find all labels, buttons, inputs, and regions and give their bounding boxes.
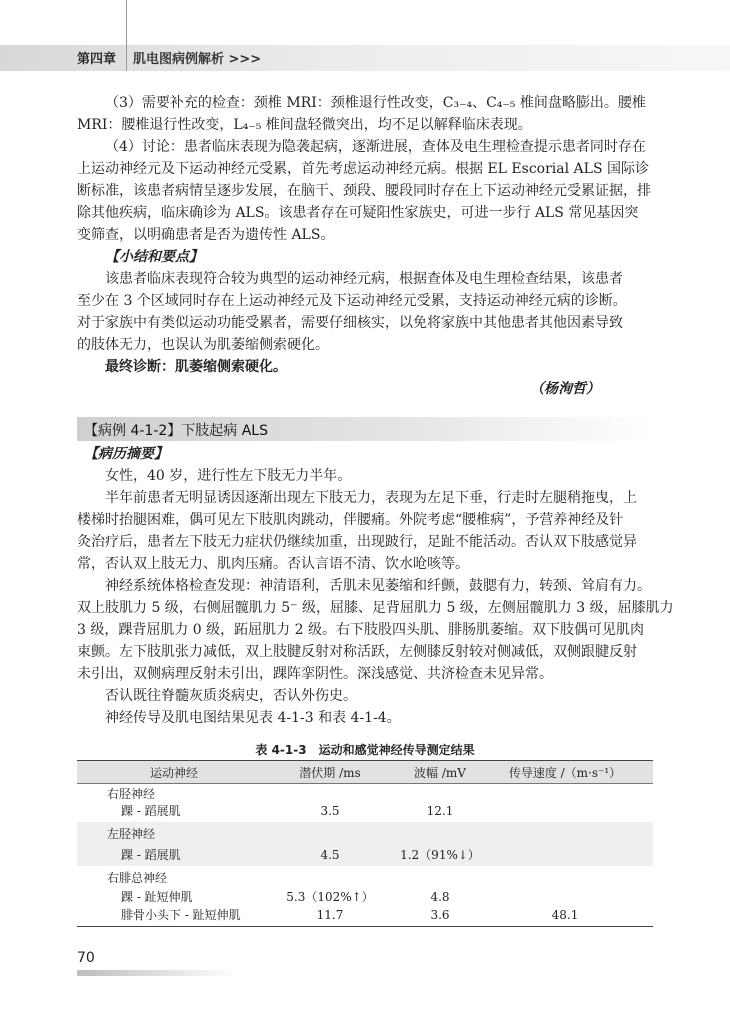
table-cell-amplitude: 3.6 bbox=[430, 908, 450, 922]
table-header-amplitude: 波幅 /mV bbox=[414, 766, 466, 780]
table-row-site: 踝 - 蹈展肌 bbox=[121, 804, 181, 818]
paragraph-4-line-5: 变筛查，以明确患者是否为遗传性 ALS。 bbox=[77, 227, 335, 243]
case-line-4: 灸治疗后，患者左下肢无力症状仍继续加重，出现跛行，足趾不能活动。否认双下肢感觉异 bbox=[77, 534, 637, 550]
table-header-latency: 潜伏期 /ms bbox=[299, 766, 361, 780]
summary-line-1: 该患者临床表现符合较为典型的运动神经元病，根据查体及电生理检查结果，该患者 bbox=[105, 271, 623, 287]
summary-heading: 【小结和要点】 bbox=[105, 249, 203, 265]
paragraph-4-line-2: 上运动神经元及下运动神经元受累，首先考虑运动神经元病。根据 EL Escorial ALS 国际诊 bbox=[77, 161, 649, 177]
table-cell-amplitude: 1.2（91%↓） bbox=[400, 848, 480, 862]
case-line-5: 常，否认双上肢无力、肌肉压痛。否认言语不清、饮水呛咳等。 bbox=[77, 556, 469, 572]
table-row-site: 踝 - 趾短伸肌 bbox=[121, 890, 193, 904]
case-line-9: 束颤。左下肢肌张力减低，双上肢腱反射对称活跃，左侧膝反射较对侧减低，双侧跟腱反射 bbox=[77, 644, 637, 660]
case-title: 【病例 4-1-2】下肢起病 ALS bbox=[84, 423, 268, 439]
table-cell-latency: 3.5 bbox=[320, 804, 340, 818]
case-line-8: 3 级，踝背屈肌力 0 级，跖屈肌力 2 级。右下肢股四头肌、腓肠肌萎缩。双下肢偶可见肌肉 bbox=[77, 622, 644, 638]
case-line-11: 否认既往脊髓灰质炎病史，否认外伤史。 bbox=[105, 688, 357, 704]
paragraph-4-line-3: 断标准，该患者病情呈逐步发展，在脑干、颈段、腰段同时存在上下运动神经元受累证据，排 bbox=[77, 183, 651, 199]
author: （杨洵哲） bbox=[530, 381, 600, 397]
header-divider bbox=[126, 0, 127, 71]
table-cell-amplitude: 12.1 bbox=[426, 804, 454, 818]
case-line-1: 女性，40 岁，进行性左下肢无力半年。 bbox=[105, 468, 352, 484]
paragraph-4-line-4: 除其他疾病，临床确诊为 ALS。该患者存在可疑阳性家族史，可进一步行 ALS 常见基因突 bbox=[77, 205, 639, 221]
page-number-bar bbox=[77, 970, 237, 976]
chapter-label: 第四章 bbox=[77, 52, 117, 67]
table-cell-amplitude: 4.8 bbox=[430, 890, 450, 904]
table-cell-latency: 5.3（102%↑） bbox=[286, 890, 374, 904]
history-heading: 【病历摘要】 bbox=[84, 446, 168, 462]
summary-line-3: 对于家族中有类似运动功能受累者，需要仔细核实，以免将家族中其他患者其他因素导致 bbox=[77, 315, 623, 331]
paragraph-3-line-1: （3）需要补充的检查：颈椎 MRI：颈椎退行性改变，C₃₋₄、C₄₋₅ 椎间盘略膨出。腰椎 bbox=[105, 95, 646, 111]
case-line-12: 神经传导及肌电图结果见表 4-1-3 和表 4-1-4。 bbox=[105, 710, 401, 726]
table-cell-velocity: 48.1 bbox=[551, 908, 579, 922]
table-row-site: 踝 - 蹈展肌 bbox=[121, 848, 181, 862]
table-header-nerve: 运动神经 bbox=[150, 766, 199, 780]
table-group-nerve: 左胫神经 bbox=[107, 827, 156, 841]
page-number: 70 bbox=[77, 950, 95, 966]
paragraph-4-line-1: （4）讨论：患者临床表现为隐袭起病，逐渐进展，查体及电生理检查提示患者同时存在 bbox=[105, 139, 646, 155]
table-header-velocity: 传导速度 /（m·s⁻¹） bbox=[508, 766, 622, 780]
paragraph-3-line-2: MRI：腰椎退行性改变，L₄₋₅ 椎间盘轻微突出，均不足以解释临床表现。 bbox=[77, 117, 532, 133]
table-cell-latency: 11.7 bbox=[316, 908, 344, 922]
final-diagnosis: 最终诊断：肌萎缩侧索硬化。 bbox=[105, 359, 287, 375]
table-group-nerve: 右腓总神经 bbox=[107, 871, 168, 885]
table-caption: 表 4-1-3 运动和感觉神经传导测定结果 bbox=[255, 743, 475, 757]
summary-line-4: 的肢体无力，也误认为肌萎缩侧索硬化。 bbox=[77, 337, 329, 353]
table-group-nerve: 右胫神经 bbox=[107, 787, 156, 801]
table-bottom-rule bbox=[77, 926, 653, 927]
case-line-7: 双上肢肌力 5 级，右侧屈髋肌力 5⁻ 级，屈膝、足背屈肌力 5 级，左侧屈髋肌力 3 级，屈膝肌力 bbox=[77, 600, 674, 616]
case-line-10: 未引出，双侧病理反射未引出，踝阵挛阴性。深浅感觉、共济检查未见异常。 bbox=[77, 666, 553, 682]
chapter-title: 肌电图病例解析 >>> bbox=[133, 52, 262, 67]
table-cell-latency: 4.5 bbox=[320, 848, 340, 862]
case-line-3: 楼梯时抬腿困难，偶可见左下肢肌肉跳动，伴腰痛。外院考虑“腰椎病”，予营养神经及针 bbox=[77, 512, 624, 528]
table-row-site: 腓骨小头下 - 趾短伸肌 bbox=[121, 908, 241, 922]
case-line-6: 神经系统体格检查发现：神清语利，舌肌未见萎缩和纤颤，鼓腮有力，转颈、耸肩有力。 bbox=[105, 578, 651, 594]
summary-line-2: 至少在 3 个区域同时存在上运动神经元及下运动神经元受累，支持运动神经元病的诊断。 bbox=[77, 293, 627, 309]
case-line-2: 半年前患者无明显诱因逐渐出现左下肢无力，表现为左足下垂，行走时左腿稍拖曳，上 bbox=[105, 490, 637, 506]
